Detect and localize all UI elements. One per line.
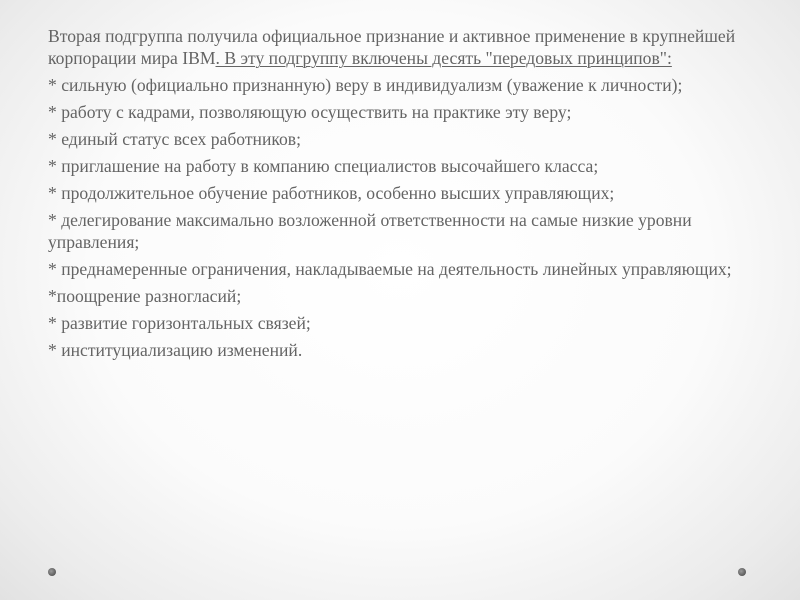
list-item: * делегирование максимально возложенной ответственности на самые низкие уровни управления; <box>48 210 692 252</box>
bottom-right-dot <box>738 568 746 576</box>
list-item: * сильную (официально признанную) веру в индивидуализм (уважение к личности); <box>48 75 683 95</box>
intro-text: Вторая подгруппа получила официальное признание и активное применение в крупнейшей корпорации мира IBM <box>48 26 736 68</box>
bottom-left-dot <box>48 568 56 576</box>
list-item: * институциализацию изменений. <box>48 340 303 360</box>
list-item: *поощрение разногласий; <box>48 286 242 306</box>
list-item: * единый статус всех работников; <box>48 129 302 149</box>
list-item: * преднамеренные ограничения, накладываемые на деятельность линейных управляющих; <box>48 259 732 279</box>
intro-paragraph <box>48 25 738 69</box>
list-item: * продолжительное обучение работников, особенно высших управляющих; <box>48 183 615 203</box>
list-item: * работу с кадрами, позволяющую осуществить на практике эту веру; <box>48 102 572 122</box>
slide-text-body <box>48 25 738 366</box>
list-item: * приглашение на работу в компанию специалистов высочайшего класса; <box>48 156 599 176</box>
intro-underlined-text: . В эту подгруппу включены десять "передовых принципов": <box>215 48 672 68</box>
list-item: * развитие горизонтальных связей; <box>48 313 311 333</box>
